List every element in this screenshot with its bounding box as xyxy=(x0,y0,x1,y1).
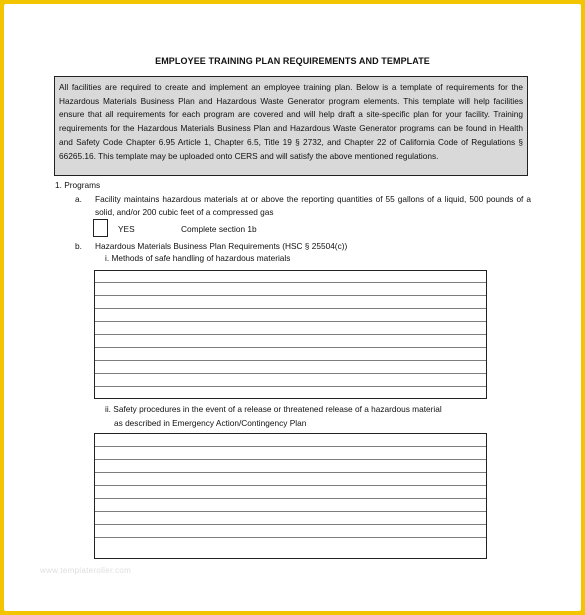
answer-line xyxy=(95,295,486,296)
answer-line xyxy=(95,386,486,387)
complete-section-note: Complete section 1b xyxy=(181,224,257,234)
answer-line xyxy=(95,524,486,525)
answer-line xyxy=(95,472,486,473)
item-b-marker: b. xyxy=(75,241,82,251)
answer-line xyxy=(95,459,486,460)
answer-line xyxy=(95,282,486,283)
answer-line xyxy=(95,511,486,512)
item-a-text: Facility maintains hazardous materials at or above the reporting quantities of 55 gallons of a liquid, 500 pounds of a solid, and/or 200 cubic feet of a compressed gas xyxy=(95,194,531,217)
watermark: www.templateroller.com xyxy=(40,566,132,575)
item-b-sub-ii-line2: as described in Emergency Action/Contingency Plan xyxy=(114,418,307,428)
answer-line xyxy=(95,498,486,499)
answer-line xyxy=(95,373,486,374)
item-b-text: Hazardous Materials Business Plan Requirements (HSC § 25504(c)) xyxy=(95,241,348,251)
document-title: EMPLOYEE TRAINING PLAN REQUIREMENTS AND TEMPLATE xyxy=(155,56,430,66)
yes-checkbox[interactable] xyxy=(93,219,108,237)
intro-box: All facilities are required to create and implement an employee training plan. Below is a template of requirements for the Hazardous Materials Business Plan and Hazardous Waste Generator program elements. This template will help facilities ensure that all requirements for each program are covered and will help draft a site-specific plan for your facility. Training requirements for the Hazardous Materials Business Plan and Hazardous Waste Generator programs can be found in Health and Safety Code Chapter 6.95 Article 1, Chapter 6.5, Title 19 § 2732, and Chapter 22 of California Code of Regulations § 66265.16. This template may be uploaded onto CERS and will satisfy the above mentioned regulations. xyxy=(54,76,528,176)
answer-line xyxy=(95,537,486,538)
item-a-marker: a. xyxy=(75,194,82,204)
answer-line xyxy=(95,360,486,361)
section-programs-heading: 1. Programs xyxy=(55,180,101,190)
answer-line xyxy=(95,446,486,447)
answer-line xyxy=(95,308,486,309)
answer-line xyxy=(95,347,486,348)
yes-checkbox-label: YES xyxy=(118,224,135,234)
document-page xyxy=(4,4,581,611)
answer-line xyxy=(95,334,486,335)
answer-line xyxy=(95,485,486,486)
answer-box-safety-procedures[interactable] xyxy=(94,433,487,559)
item-b-sub-ii-line1: ii. Safety procedures in the event of a release or threatened release of a hazardous material xyxy=(105,404,442,414)
answer-box-handling[interactable] xyxy=(94,270,487,399)
item-b-sub-i: i. Methods of safe handling of hazardous materials xyxy=(105,253,291,263)
answer-line xyxy=(95,321,486,322)
